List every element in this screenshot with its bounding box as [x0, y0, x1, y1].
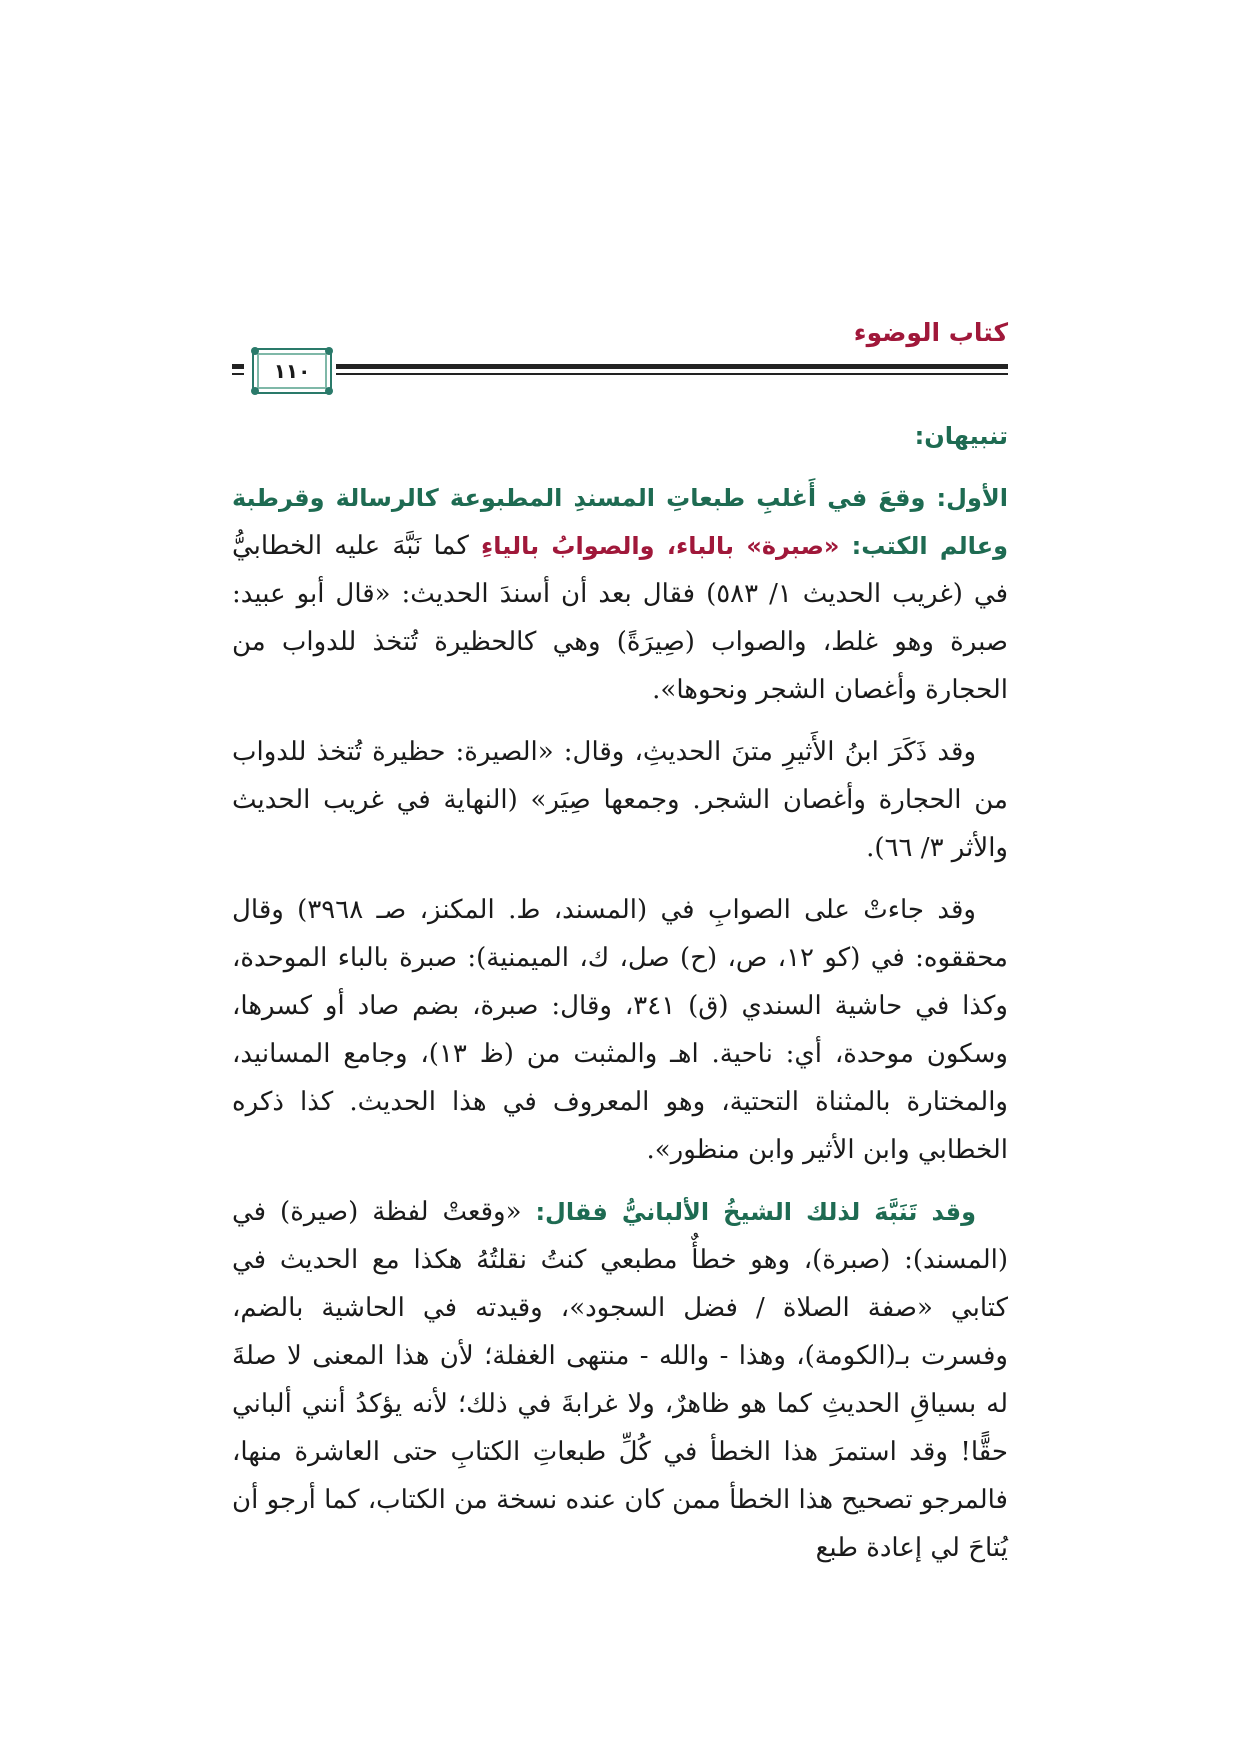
- paragraph-1-highlight: «صبرة» بالباء، والصوابُ بالياءِ: [481, 532, 840, 560]
- ornament-corner-icon: [251, 347, 259, 355]
- ornament-corner-icon: [251, 387, 259, 395]
- page-number-badge: [252, 348, 332, 394]
- header-rule-thin: [232, 373, 1008, 375]
- paragraph-4-lead: وقد تَنَبَّهَ لذلك الشيخُ الألبانيُّ فقال:: [535, 1198, 976, 1226]
- ornament-corner-icon: [325, 347, 333, 355]
- paragraph-3: وقد جاءتْ على الصوابِ في (المسند، ط. المكنز، صـ ٣٩٦٨) وقال محققوه: في (كو ١٢، ص، (ح) صل، ك، الميمنية): صبرة بالباء الموحدة، وكذا في حاشية السندي (ق) ٣٤١، وقال: صبرة، بضم صاد أو كسرها، وسكون موحدة، أي: ناحية. اهـ والمثبت من (ظ ١٣)، وجامع المسانيد، والمختارة بالمثناة التحتية، وهو المعروف في هذا الحديث. كذا ذكره الخطابي وابن الأثير وابن منظور».: [232, 895, 1008, 1165]
- paragraph-2: وقد ذَكَرَ ابنُ الأَثيرِ متنَ الحديثِ، وقال: «الصيرة: حظيرة تُتخذ للدواب من الحجارة وأغصان الشجر. وجمعها صِيَر» (النهاية في غريب الحديث والأثر ٣/ ٦٦).: [232, 737, 1008, 863]
- page-content: [232, 412, 1008, 1586]
- paragraph-1: [232, 474, 1008, 714]
- header-rule-thick: [232, 364, 1008, 369]
- paragraph-1-text: كما نَبَّهَ عليه الخطابيُّ في (غريب الحديث ١/ ٥٨٣) فقال بعد أن أسندَ الحديث: «قال أبو عبيد: صبرة وهو غلط، والصواب (صِيرَةً) وهي كالحظيرة تُتخذ للدواب من الحجارة وأغصان الشجر ونحوها».: [232, 531, 1009, 705]
- tanbihan-heading: تنبيهان:: [914, 422, 1008, 450]
- paragraph-4: [232, 1188, 1008, 1572]
- ornament-corner-icon: [325, 387, 333, 395]
- paragraph-4-text: «وقعتْ لفظة (صيرة) في (المسند): (صبرة)، وهو خطأٌ مطبعي كنتُ نقلتُهُ هكذا مع الحديث في كتابي «صفة الصلاة / فضل السجود»، وقيدته في الحاشية بالضم، وفسرت بـ(الكومة)، وهذا - والله - منتهى الغفلة؛ لأن هذا المعنى لا صلةَ له بسياقِ الحديثِ كما هو ظاهرٌ، ولا غرابةَ في ذلك؛ لأنه يؤكدُ أنني ألباني حقًّا! وقد استمرَ هذا الخطأ في كُلِّ طبعاتِ الكتابِ حتى العاشرة منها، فالمرجو تصحيح هذا الخطأ ممن كان عنده نسخة من الكتاب، كما أرجو أن يُتاحَ لي إعادة طبع: [231, 1197, 1008, 1563]
- page-number: ١١٠: [273, 359, 311, 383]
- section-title: [232, 412, 1008, 460]
- page-header: [232, 318, 1008, 392]
- paragraph-1-lead: الأول: وقعَ في أَغلبِ طبعاتِ المسندِ المطبوعة كالرسالة وقرطبة وعالم الكتب:: [232, 484, 1009, 560]
- book-title: كتاب الوضوء: [853, 318, 1008, 347]
